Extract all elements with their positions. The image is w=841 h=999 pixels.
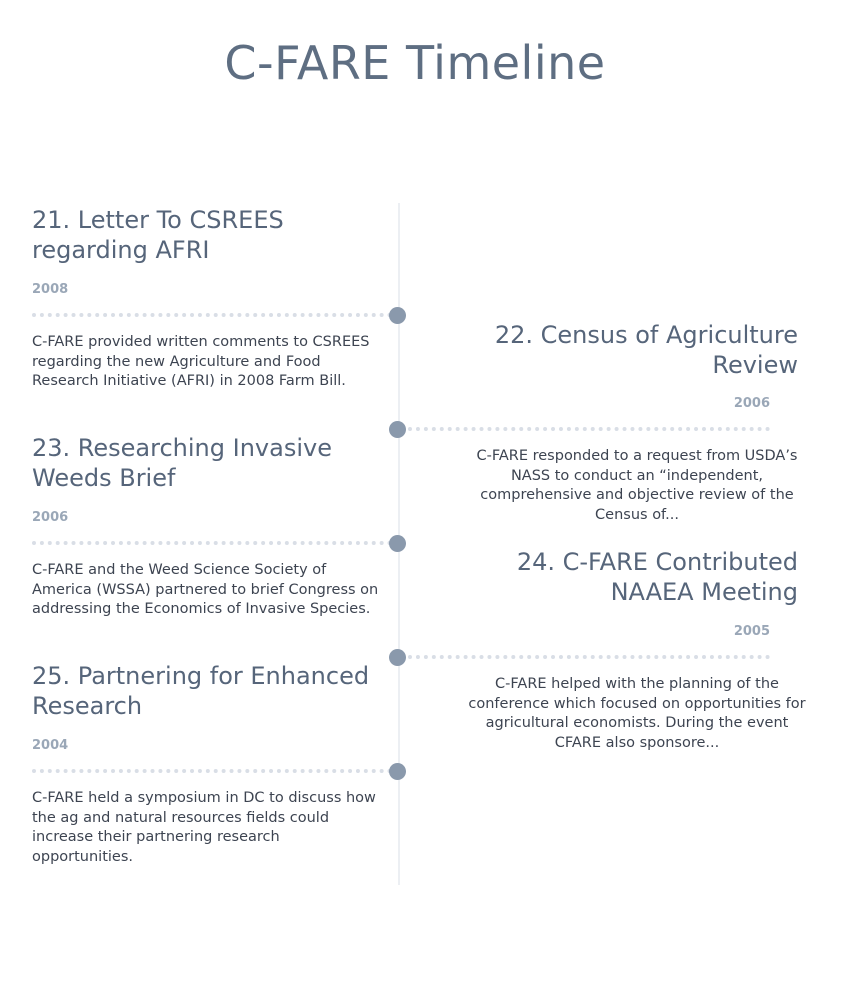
timeline-item-year: 2006 — [32, 510, 69, 525]
timeline-dot — [389, 421, 406, 438]
timeline-item-year: 2008 — [32, 282, 69, 297]
timeline-item-title[interactable]: 24. C-FARE Contributed NAAEA Meeting — [516, 548, 798, 606]
page-title: C-FARE Timeline — [224, 36, 606, 90]
timeline-connector — [32, 769, 392, 773]
timeline-item-description: C-FARE responded to a request from USDA’s NASS to conduct an “independent, comprehensive and objective review of the Census of... — [476, 448, 798, 523]
timeline-item-title[interactable]: 21. Letter To CSREES regarding AFRI — [32, 206, 284, 264]
timeline-item-title[interactable]: 25. Partnering for Enhanced Research — [32, 662, 370, 720]
timeline-dot — [389, 763, 406, 780]
timeline-item-year: 2005 — [733, 624, 770, 639]
timeline-dot — [389, 535, 406, 552]
timeline-item-title[interactable]: 23. Researching Invasive Weeds Brief — [32, 434, 332, 492]
timeline-dot — [389, 307, 406, 324]
timeline-item-title[interactable]: 22. Census of Agriculture Review — [494, 321, 798, 379]
timeline-item-description: C-FARE held a symposium in DC to discuss how the ag and natural resources fields could increase their partnering research opportunities. — [32, 790, 376, 865]
timeline-connector — [408, 655, 770, 659]
timeline-connector — [408, 427, 770, 431]
timeline-item-description: C-FARE helped with the planning of the conference which focused on opportunities for agricultural economists. During the event CFARE also sponsore... — [468, 676, 806, 751]
timeline-dot — [389, 649, 406, 666]
timeline-connector — [32, 541, 392, 545]
timeline-item-year: 2004 — [32, 738, 69, 753]
timeline-item-year: 2006 — [733, 396, 770, 411]
timeline-connector — [32, 313, 392, 317]
timeline-item-description: C-FARE provided written comments to CSREES regarding the new Agriculture and Food Research Initiative (AFRI) in 2008 Farm Bill. — [32, 334, 370, 389]
timeline-item-description: C-FARE and the Weed Science Society of America (WSSA) partnered to brief Congress on addressing the Economics of Invasive Species. — [32, 562, 379, 617]
